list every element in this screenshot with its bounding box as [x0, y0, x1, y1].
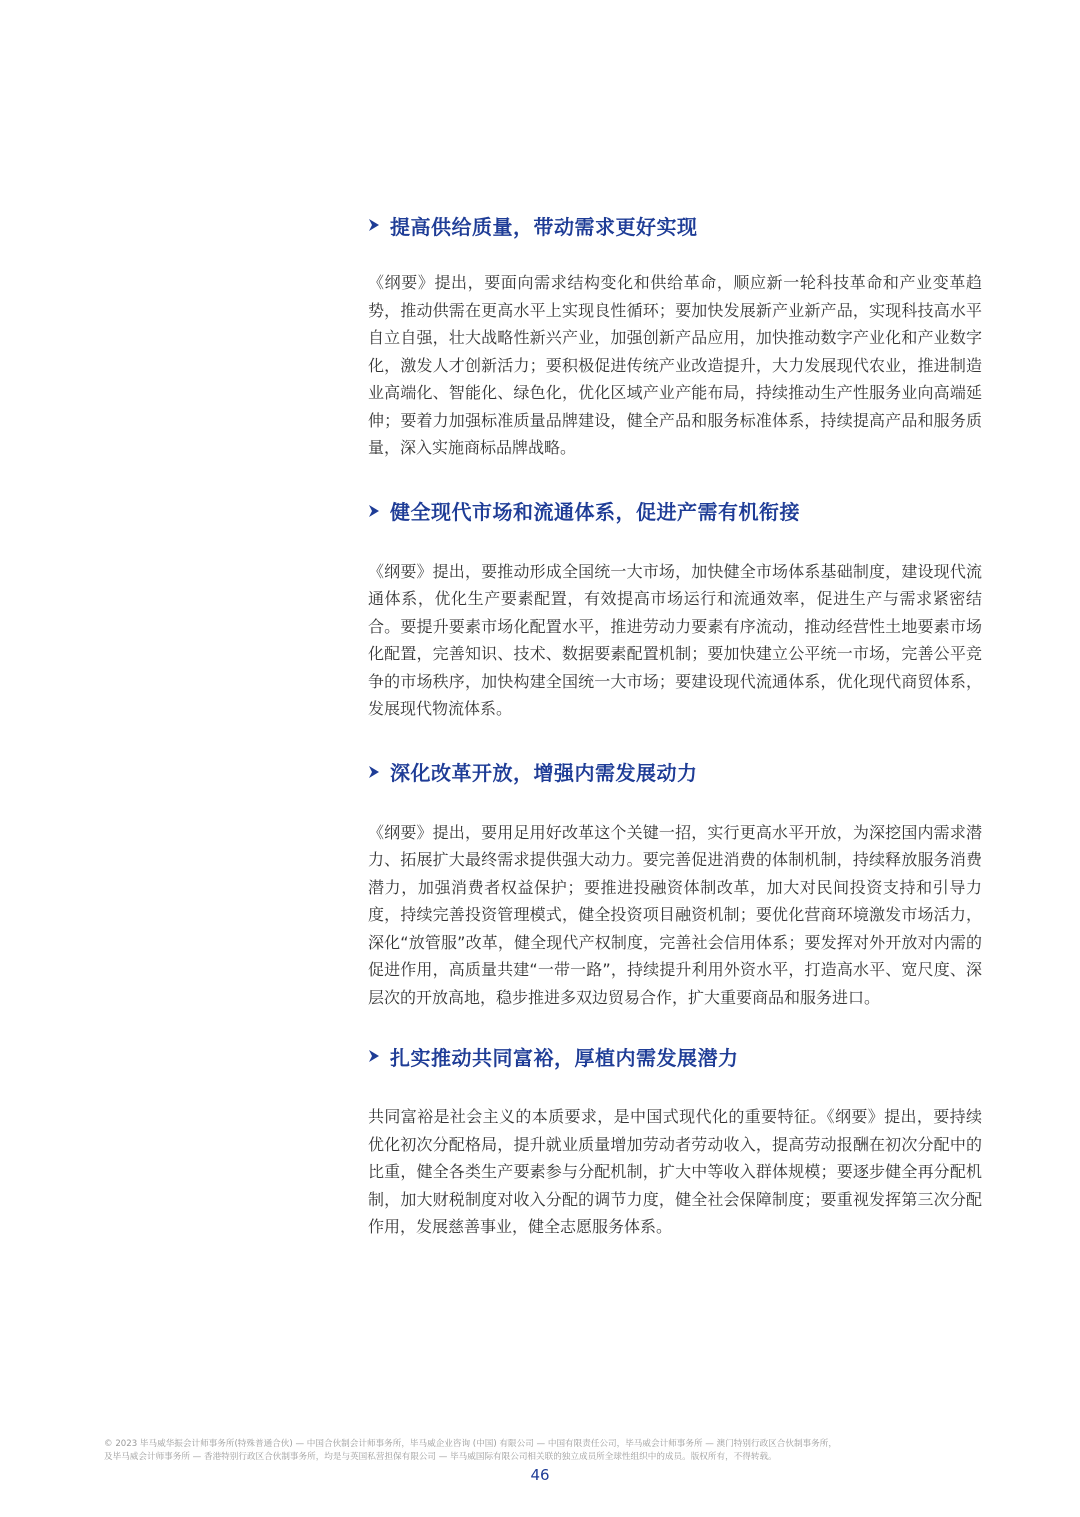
section-body: 《纲要》提出，要面向需求结构变化和供给革命，顺应新一轮科技革命和产业变革趋势，推动供需在更高水平上实现良性循环；要加快发展新产业新产品，实现科技高水平自立自强，壮大战略性新兴产业，加强创新产品应用，加快推动数字产业化和产业数字化，激发人才创新活力；要积极促进传统产业改造提升，大力发展现代农业，推进制造业高端化、智能化、绿色化，优化区域产业产能布局，持续推动生产性服务业向高端延伸；要着力加强标准质量品牌建设，健全产品和服务标准体系，持续提高产品和服务质量，深入实施商标品牌战略。: [368, 273, 982, 457]
section-heading: [368, 496, 982, 526]
section-reform-opening: [368, 757, 982, 1012]
section-heading: [368, 757, 982, 787]
arrow-bullet-icon: [368, 765, 380, 779]
copyright-footer: [104, 1438, 984, 1463]
page-number: 46: [530, 1466, 550, 1484]
footer-line: © 2023 毕马威华振会计师事务所(特殊普通合伙) — 中国合伙制会计师事务所，毕马威企业咨询 (中国) 有限公司 — 中国有限责任公司，毕马威会计师事务所 — 澳门特别行政区合伙制事务所，: [104, 1439, 837, 1449]
section-title: 健全现代市场和流通体系，促进产需有机衔接: [390, 500, 800, 524]
main-content: [368, 210, 982, 1241]
section-title: 深化改革开放，增强内需发展动力: [390, 761, 698, 785]
section-supply-quality: [368, 210, 982, 462]
arrow-bullet-icon: [368, 1049, 380, 1063]
section-heading: [368, 1041, 982, 1071]
section-body: 《纲要》提出，要推动形成全国统一大市场，加快健全市场体系基础制度，建设现代流通体系，优化生产要素配置，有效提高市场运行和流通效率，促进生产与需求紧密结合。要提升要素市场化配置水平，推进劳动力要素有序流动，推动经营性土地要素市场化配置，完善知识、技术、数据要素配置机制；要加快建立公平统一市场，完善公平竞争的市场秩序，加快构建全国统一大市场；要建设现代流通体系，优化现代商贸体系，发展现代物流体系。: [368, 561, 982, 718]
section-common-prosperity: [368, 1041, 982, 1241]
section-heading: [368, 210, 982, 240]
section-body: 共同富裕是社会主义的本质要求，是中国式现代化的重要特征。《纲要》提出，要持续优化初次分配格局，提升就业质量增加劳动者劳动收入，提高劳动报酬在初次分配中的比重，健全各类生产要素参与分配机制，扩大中等收入群体规模；要逐步健全再分配机制，加大财税制度对收入分配的调节力度，健全社会保障制度；要重视发挥第三次分配作用，发展慈善事业，健全志愿服务体系。: [368, 1107, 982, 1236]
section-title: 扎实推动共同富裕，厚植内需发展潜力: [390, 1045, 739, 1070]
arrow-bullet-icon: [368, 218, 380, 232]
section-market-circulation: [368, 496, 982, 723]
footer-line: 及毕马威会计师事务所 — 香港特别行政区合伙制事务所，均是与英国私营担保有限公司 — 毕马威国际有限公司相关联的独立成员所全球性组织中的成员。版权所有，不得转载。: [104, 1451, 777, 1462]
section-body: 《纲要》提出，要用足用好改革这个关键一招，实行更高水平开放，为深挖国内需求潜力、拓展扩大最终需求提供强大动力。要完善促进消费的体制机制，持续释放服务消费潜力，加强消费者权益保护；要推进投融资体制改革，加大对民间投资支持和引导力度，持续完善投资管理模式，健全投资项目融资机制；要优化营商环境激发市场活力，深化“放管服”改革，健全现代产权制度，完善社会信用体系；要发挥对外开放对内需的促进作用，高质量共建“一带一路”，持续提升利用外资水平，打造高水平、宽尺度、深层次的开放高地，稳步推进多双边贸易合作，扩大重要商品和服务进口。: [368, 822, 982, 1007]
arrow-bullet-icon: [368, 504, 380, 518]
section-title: 提高供给质量，带动需求更好实现: [390, 214, 698, 239]
